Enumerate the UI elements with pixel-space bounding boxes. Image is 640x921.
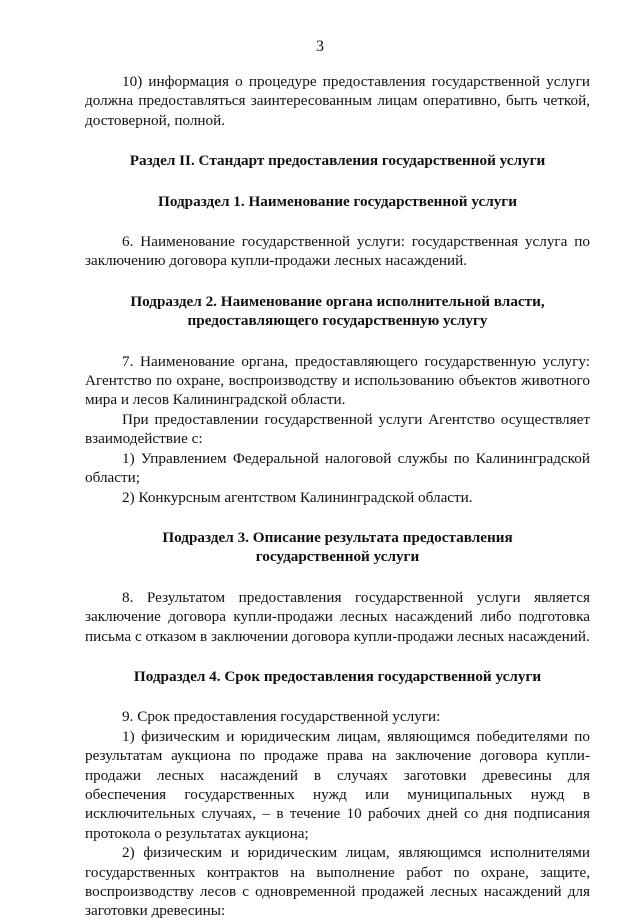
section-2-title: Раздел II. Стандарт предоставления государственной услуги [129,152,546,170]
paragraph-7: 7. Наименование органа, предоставляющего государственную услугу: Агентство по охране, воспроизводству и использованию объектов животного мира и лесов Калининградской области. [85,352,590,409]
page-number: 3 [316,38,324,55]
subsection-2-title [85,292,590,331]
paragraph-7-item-1: 1) Управлением Федеральной налоговой службы по Калининградской области; [85,449,590,487]
paragraph-7-interaction: При предоставлении государственной услуги Агентство осуществляет взаимодействие с: [85,410,590,448]
subsection-3-title [85,528,590,567]
subsection-2-title-line-1: Подраздел 2. Наименование органа исполнительной власти, [130,292,545,310]
document-body [85,72,590,921]
paragraph-10: 10) информация о процедуре предоставления государственной услуги должна предоставляться заинтересованным лицам оперативно, быть четкой, достоверной, полной. [85,73,590,129]
paragraph-9-item-1: 1) физическим и юридическим лицам, являющимся победителями по результатам аукциона по продаже права на заключение договора купли-продажи лесных насаждений в случаях заготовки древесины для обеспечения государственных нужд или муниципальных нужд в исключительных случаях, – в течение 10 рабочих дней со дня подписания протокола о результатах аукциона; [85,727,590,842]
paragraph-9-item-2: 2) физическим и юридическим лицам, являющимся исполнителями государственных контрактов на выполнение работ по охране, защите, воспроизводству лесов с одновременной продажей лесных насаждений для заготовки древесины: [85,844,590,920]
paragraph-8: 8. Результатом предоставления государственной услуги является заключение договора купли-продажи лесных насаждений либо подготовка письма с отказом в заключении договора купли-продажи лесных насаждений. [85,588,590,645]
paragraph-9: 9. Срок предоставления государственной услуги: [122,708,441,726]
subsection-3-title-line-2: государственной услуги [255,548,420,566]
subsection-2-title-line-2: предоставляющего государственную услугу [187,312,488,330]
subsection-3-title-line-1: Подраздел 3. Описание результата предоставления [162,528,513,546]
subsection-1-title: Подраздел 1. Наименование государственной услуги [158,192,517,210]
paragraph-6: 6. Наименование государственной услуги: государственная услуга по заключению договора купли-продажи лесных насаждений. [85,233,590,270]
paragraph-7-item-2: 2) Конкурсным агентством Калининградской области. [122,488,473,506]
subsection-4-title: Подраздел 4. Срок предоставления государственной услуги [133,667,542,685]
